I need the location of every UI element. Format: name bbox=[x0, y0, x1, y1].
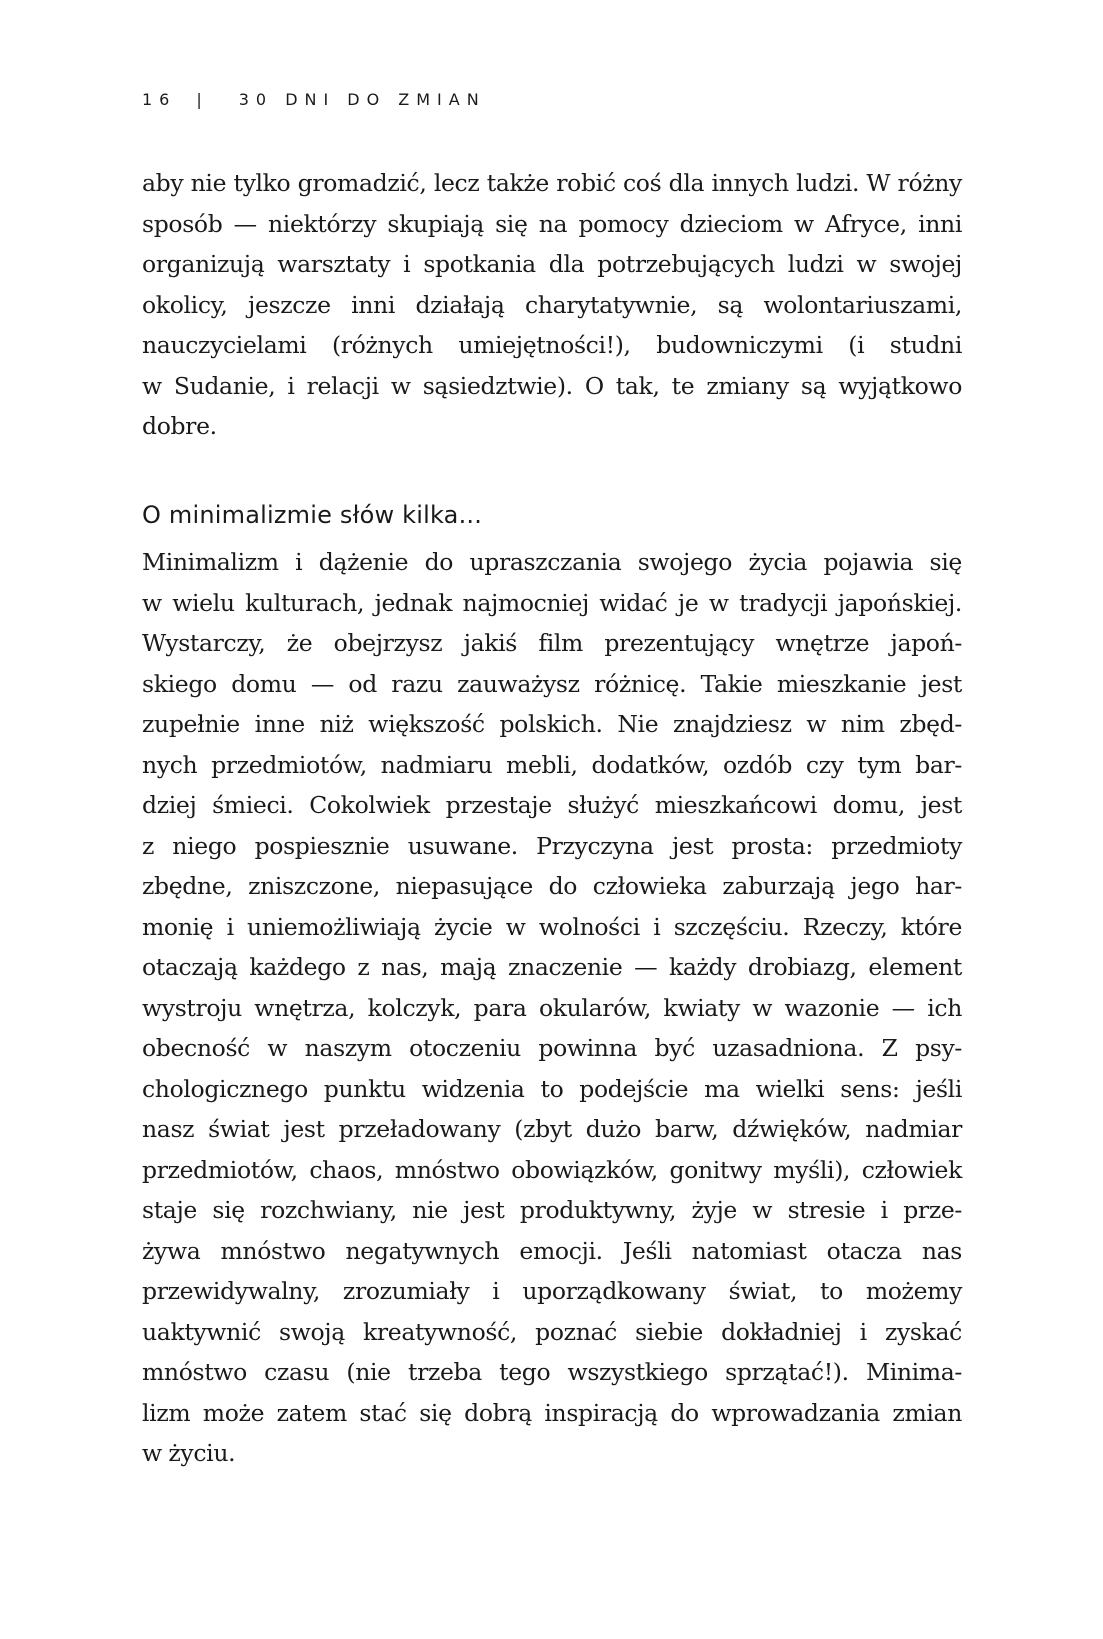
text-line: otaczają każdego z nas, mają znaczenie — każdy drobiazg, element bbox=[142, 953, 962, 981]
text-line: Minimalizm i dążenie do upraszczania swojego życia pojawia się bbox=[142, 548, 962, 576]
intro-paragraph bbox=[142, 163, 962, 447]
text-line: okolicy, jeszcze inni działają charytatywnie, są wolontariuszami, bbox=[142, 290, 962, 319]
text-line: monię i uniemożliwiają życie w wolności i szczęściu. Rzeczy, które bbox=[142, 912, 962, 941]
section-paragraph bbox=[142, 542, 962, 1474]
header-separator: | bbox=[196, 90, 209, 109]
text-line: dziej śmieci. Cokolwiek przestaje służyć mieszkańcowi domu, jest bbox=[142, 791, 962, 819]
text-line: organizują warsztaty i spotkania dla potrzebujących ludzi w swojej bbox=[142, 250, 962, 278]
text-line: w wielu kulturach, jednak najmocniej widać je w tradycji japońskiej. bbox=[142, 588, 962, 617]
text-line: nych przedmiotów, nadmiaru mebli, dodatków, ozdób czy tym bar- bbox=[142, 750, 962, 779]
text-line: wystroju wnętrza, kolczyk, para okularów, kwiaty w wazonie — ich bbox=[142, 993, 962, 1022]
section-heading: O minimalizmie słów kilka... bbox=[142, 501, 483, 529]
text-line: staje się rozchwiany, nie jest produktywny, żyje w stresie i prze- bbox=[142, 1196, 962, 1224]
text-line: zbędne, zniszczone, niepasujące do człowieka zaburzają jego har- bbox=[142, 872, 962, 900]
text-line: nasz świat jest przeładowany (zbyt dużo barw, dźwięków, nadmiar bbox=[142, 1115, 962, 1143]
text-line: w życiu. bbox=[142, 1439, 236, 1467]
text-line: przewidywalny, zrozumiały i uporządkowany świat, to możemy bbox=[142, 1277, 962, 1305]
text-line: obecność w naszym otoczeniu powinna być uzasadniona. Z psy- bbox=[142, 1034, 962, 1062]
text-line: dobre. bbox=[142, 412, 217, 440]
text-line: chologicznego punktu widzenia to podejście ma wielki sens: jeśli bbox=[142, 1074, 962, 1103]
text-line: w Sudanie, i relacji w sąsiedztwie). O tak, te zmiany są wyjątkowo bbox=[142, 371, 962, 400]
text-line: mnóstwo czasu (nie trzeba tego wszystkiego sprzątać!). Minima- bbox=[142, 1358, 962, 1386]
text-line: sposób — niektórzy skupiają się na pomocy dzieciom w Afryce, inni bbox=[142, 209, 962, 238]
text-line: uaktywnić swoją kreatywność, poznać siebie dokładniej i zyskać bbox=[142, 1317, 962, 1346]
book-title: 30 DNI DO ZMIAN bbox=[238, 90, 486, 109]
text-line: Wystarczy, że obejrzysz jakiś film prezentujący wnętrze japoń- bbox=[142, 629, 962, 657]
text-line: lizm może zatem stać się dobrą inspiracją do wprowadzania zmian bbox=[142, 1398, 962, 1427]
running-head bbox=[142, 90, 486, 109]
page-number: 16 bbox=[142, 90, 177, 109]
text-line: z niego pospiesznie usuwane. Przyczyna jest prosta: przedmioty bbox=[142, 831, 962, 860]
text-line: zupełnie inne niż większość polskich. Nie znajdziesz w nim zbęd- bbox=[142, 710, 962, 738]
text-line: aby nie tylko gromadzić, lecz także robić coś dla innych ludzi. W różny bbox=[142, 169, 962, 197]
text-line: przedmiotów, chaos, mnóstwo obowiązków, gonitwy myśli), człowiek bbox=[142, 1155, 962, 1184]
text-line: żywa mnóstwo negatywnych emocji. Jeśli natomiast otacza nas bbox=[142, 1236, 962, 1265]
text-line: skiego domu — od razu zauważysz różnicę. Takie mieszkanie jest bbox=[142, 669, 962, 698]
text-line: nauczycielami (różnych umiejętności!), budowniczymi (i studni bbox=[142, 331, 962, 359]
